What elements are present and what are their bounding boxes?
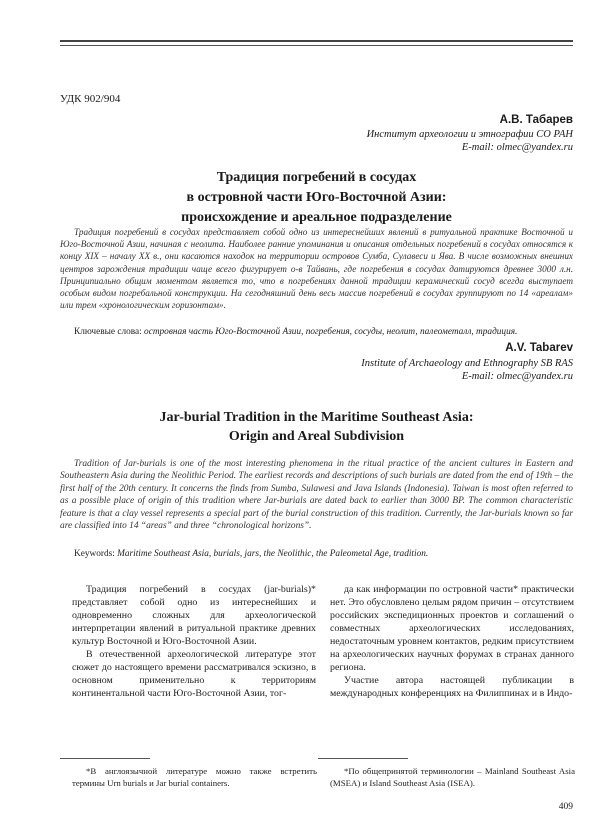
- affiliation-block-ru: [367, 128, 573, 154]
- body-column-right: [330, 583, 574, 700]
- keywords-text-en: Maritime Southeast Asia, burials, jars, the Neolithic, the Paleometal Age, tradition.: [117, 549, 429, 559]
- page-number: 409: [558, 802, 573, 812]
- footnote-rule-right: [318, 758, 408, 759]
- keywords-label-ru: Ключевые слова:: [74, 327, 142, 337]
- udk-code: УДК 902/904: [60, 93, 121, 105]
- body-paragraph: Традиция погребений в сосудах (jar-burials)* представляет собой одно из интереснейших и одновременно сложных для археологической интерпретации явлений в ритуальной практике древних культур Восточной и Юго-Восточной Азии.: [72, 584, 316, 647]
- affiliation-block-en: [361, 357, 573, 383]
- title-line: происхождение и ареальное подразделение: [181, 210, 452, 225]
- email-ru: E-mail: olmec@yandex.ru: [461, 142, 573, 153]
- header-rule-thick: [60, 40, 573, 42]
- header-rule-thin: [60, 45, 573, 46]
- keywords-text-ru: островная часть Юго-Восточной Азии, погребения, сосуды, неолит, палеометалл, традиция.: [144, 327, 518, 337]
- body-paragraph: Участие автора настоящей публикации в международных конференциях на Филиппинах и в Индо-: [330, 675, 574, 699]
- author-name-en: A.V. Tabarev: [505, 342, 573, 354]
- abstract-en: Tradition of Jar-burials is one of the most interesting phenomena in the ritual practice of the ancient cultures in Eastern and Southeastern Asia during the Neolithic Period. The earliest records and descriptions of such burials are dated from the end of 19th – the first half of the 20th century. It concerns the finds from Sumba, Sulawesi and Java Islands (Indonesia). Taiwan is most often referred to as a possible place of origin of this tradition where Jar-burials are dated back to earlier than 3000 BP. The common characteristic feature is that a clay vessel represents a special part of the burial construction of this tradition. Currently, the Jar-burials known so far are classified into 14 “areas” and three “chronological horizons”.: [60, 459, 573, 532]
- abstract-ru: Традиция погребений в сосудах представляет собой одно из интереснейших явлений в ритуальной практике Восточной и Юго-Восточной Азии, начиная с неолита. Наиболее ранние упоминания и описания отдельных погребений в сосудах относятся к концу XIX – началу XX в., они касаются находок на территории островов Сумба, Сулавеси и Ява. В числе возможных внешних центров зарождения традиции чаще всего фигурирует о-в Тайвань, где погребения в сосудах датируются древнее 3000 л.н. Принципиально общим моментом является то, что в погребениях данной традиции керамический сосуд всегда выступает особым видом погребальной конструкции. На сегодняшний день весь массив погребений в сосудах группируют по 14 «ареалам» или трем «хронологическим горизонтам».: [60, 227, 573, 311]
- article-title-ru: [60, 168, 573, 228]
- footnote-left: *В англоязычной литературе можно также встретить термины Urn burials и Jar burial containers.: [72, 766, 317, 788]
- affiliation-ru: Институт археологии и этнографии СО РАН: [366, 129, 573, 140]
- email-en: E-mail: olmec@yandex.ru: [461, 371, 573, 382]
- affiliation-en: Institute of Archaeology and Ethnography SB RAS: [361, 358, 573, 369]
- footnote-rule-left: [60, 758, 150, 759]
- body-paragraph: да как информации по островной части* практически нет. Это обусловлено целым рядом причин – отсутствием российских экспедиционных проектов и соглашений о совместных археологических исследованиях, недостаточным уровнем контактов, редким присутствием на археологических научных форумах в странах данного региона.: [330, 584, 574, 673]
- keywords-en: [74, 548, 574, 560]
- title-line: в островной части Юго-Восточной Азии:: [186, 190, 447, 205]
- article-title-en: [60, 408, 573, 446]
- body-paragraph: В отечественной археологической литературе этот сюжет до настоящего времени рассматривался эскизно, в основном применительно к территориям континентальной части Юго-Восточной Азии, тог-: [72, 649, 316, 699]
- footnote-right: *По общепринятой терминологии – Mainland Southeast Asia (MSEA) и Island Southeast Asia (ISEA).: [330, 766, 575, 788]
- title-line: Jar-burial Tradition in the Maritime Southeast Asia:: [159, 410, 474, 425]
- title-line: Традиция погребений в сосудах: [216, 170, 417, 185]
- keywords-ru: [74, 326, 574, 338]
- body-column-left: [72, 583, 316, 700]
- author-name-ru: А.В. Табарев: [499, 114, 573, 126]
- title-line: Origin and Areal Subdivision: [228, 429, 405, 444]
- keywords-label-en: Keywords:: [74, 549, 115, 559]
